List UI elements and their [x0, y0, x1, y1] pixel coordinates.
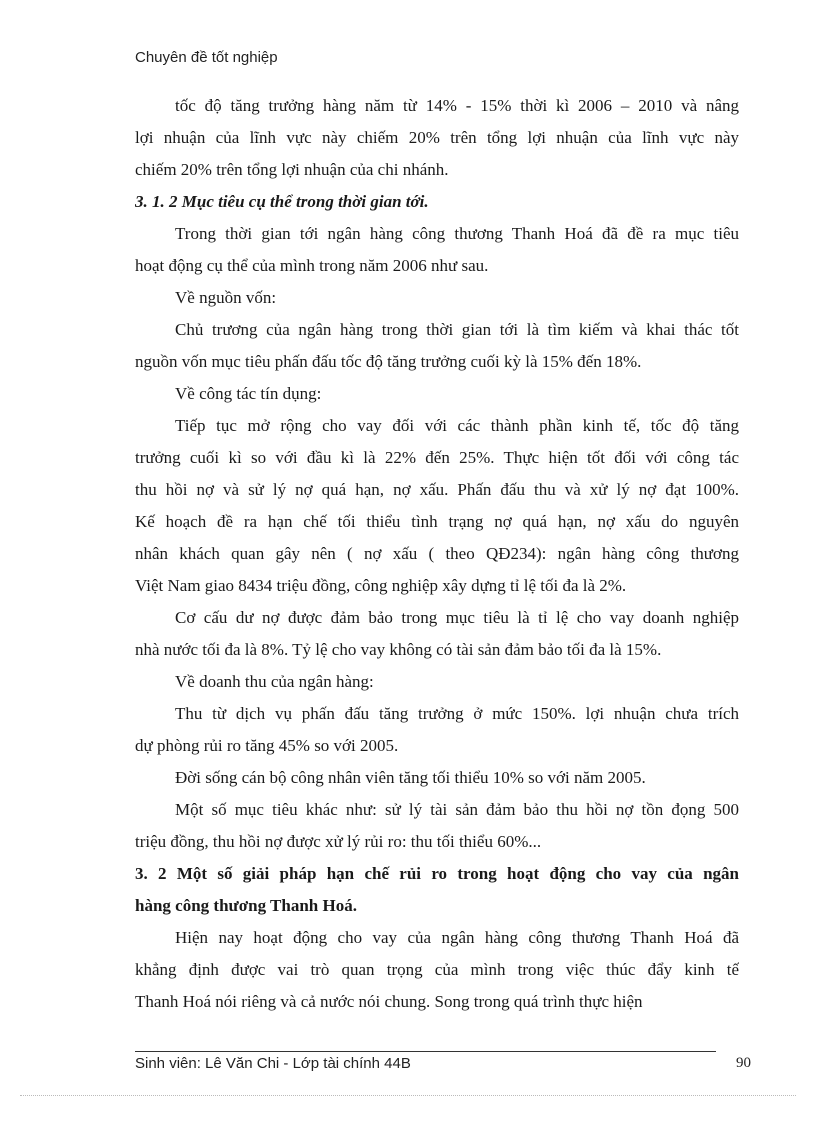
page-bottom-border — [20, 1095, 796, 1096]
footer-divider — [135, 1051, 716, 1052]
paragraph-line: trưởng cuối kì so với đầu kì là 22% đến 25%. Thực hiện tốt đối với công tác — [135, 448, 739, 467]
paragraph-line: hoạt động cụ thể của mình trong năm 2006 như sau. — [135, 256, 489, 275]
paragraph-line: Thanh Hoá nói riêng và cả nước nói chung. Song trong quá trình thực hiện — [135, 992, 643, 1011]
paragraph-line: lợi nhuận của lĩnh vực này chiếm 20% trên tổng lợi nhuận của lĩnh vực này — [135, 128, 739, 147]
paragraph-line: chiếm 20% trên tổng lợi nhuận của chi nhánh. — [135, 160, 449, 179]
paragraph-line: triệu đồng, thu hồi nợ được xử lý rủi ro: thu tối thiểu 60%... — [135, 832, 542, 851]
paragraph-line: Chủ trương của ngân hàng trong thời gian tới là tìm kiếm và khai thác tốt — [175, 320, 739, 339]
paragraph-line: Cơ cấu dư nợ được đảm bảo trong mục tiêu là tỉ lệ cho vay doanh nghiệp — [175, 608, 739, 627]
paragraph-line: Đời sống cán bộ công nhân viên tăng tối thiểu 10% so với năm 2005. — [175, 768, 646, 787]
page-header-title: Chuyên đề tốt nghiệp — [135, 49, 278, 66]
document-body — [135, 90, 739, 1018]
paragraph-line: nguồn vốn mục tiêu phấn đấu tốc độ tăng trưởng cuối kỳ là 15% đến 18%. — [135, 352, 642, 371]
paragraph-line: nhà nước tối đa là 8%. Tỷ lệ cho vay không có tài sản đảm bảo tối đa là 15%. — [135, 640, 662, 659]
paragraph-line: tốc độ tăng trưởng hàng năm từ 14% - 15% thời kì 2006 – 2010 và nâng — [175, 96, 739, 115]
paragraph-line: Một số mục tiêu khác như: sử lý tài sản đảm bảo thu hồi nợ tồn đọng 500 — [175, 800, 739, 819]
paragraph-line: Kế hoạch đề ra hạn chế tối thiểu tình trạng nợ quá hạn, nợ xấu do nguyên — [135, 512, 739, 531]
paragraph-line: dự phòng rủi ro tăng 45% so với 2005. — [135, 736, 399, 755]
section-heading-3-2-cont: hàng công thương Thanh Hoá. — [135, 896, 357, 915]
page-number: 90 — [736, 1055, 751, 1071]
section-heading-3-1-2: 3. 1. 2 Mục tiêu cụ thể trong thời gian tới. — [135, 192, 429, 211]
paragraph-line: Hiện nay hoạt động cho vay của ngân hàng công thương Thanh Hoá đã — [175, 928, 739, 947]
subheading-doanh-thu: Về doanh thu của ngân hàng: — [175, 672, 374, 691]
footer-student-info: Sinh viên: Lê Văn Chi - Lớp tài chính 44B — [135, 1055, 411, 1072]
paragraph-line: Thu từ dịch vụ phấn đấu tăng trưởng ở mức 150%. lợi nhuận chưa trích — [175, 704, 739, 723]
paragraph-line: thu hồi nợ và sử lý nợ quá hạn, nợ xấu. Phấn đấu thu và xử lý nợ đạt 100%. — [135, 480, 739, 499]
paragraph-line: Trong thời gian tới ngân hàng công thương Thanh Hoá đã đề ra mục tiêu — [175, 224, 739, 243]
subheading-tin-dung: Về công tác tín dụng: — [175, 384, 322, 403]
paragraph-line: Tiếp tục mở rộng cho vay đối với các thành phần kinh tế, tốc độ tăng — [175, 416, 739, 435]
subheading-nguon-von: Về nguồn vốn: — [175, 288, 277, 307]
paragraph-line: Việt Nam giao 8434 triệu đồng, công nghiệp xây dựng tỉ lệ tối đa là 2%. — [135, 576, 627, 595]
paragraph-line: khẳng định được vai trò quan trọng của mình trong việc thúc đẩy kinh tế — [135, 960, 739, 979]
paragraph-line: nhân khách quan gây nên ( nợ xấu ( theo QĐ234): ngân hàng công thương — [135, 544, 739, 563]
section-heading-3-2: 3. 2 Một số giải pháp hạn chế rủi ro trong hoạt động cho vay của ngân — [135, 864, 739, 883]
